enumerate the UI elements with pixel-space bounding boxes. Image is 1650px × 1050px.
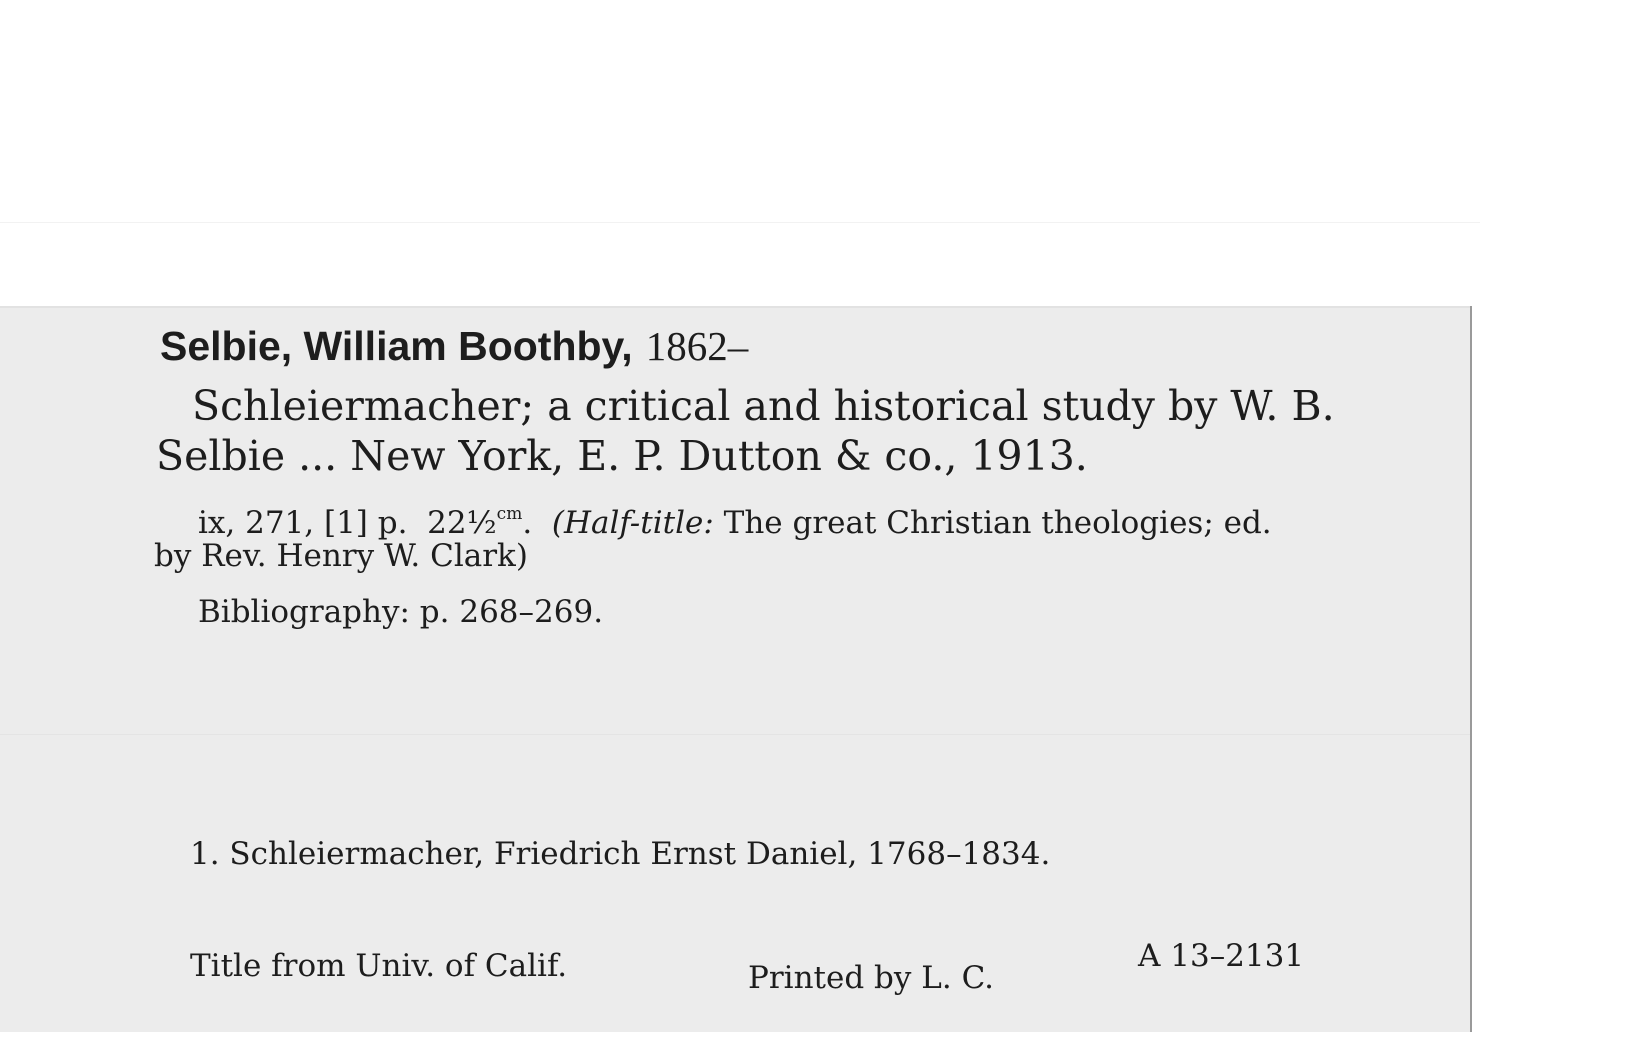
card-number: A 13–2131 [1138,938,1305,974]
author-heading [160,322,748,370]
collation-line-1: ix, 271, [1] p. 22½$^{cm}$. (Half-title: The great Christian theologies; ed. [198,504,1272,541]
collation-size: 22½ [427,505,497,541]
collation-size-unit: cm [496,504,523,524]
scan-edge-line [0,222,1480,223]
bibliography-note: Bibliography: p. 268–269. [198,594,604,630]
card-crease [0,734,1470,735]
title-line-2: Selbie ... New York, E. P. Dutton & co., 1913. [156,432,1088,480]
author-name: Selbie, William Boothby, [160,323,633,369]
subject-heading: 1. Schleiermacher, Friedrich Ernst Daniel, 1768–1834. [190,836,1051,872]
printer-note: Printed by L. C. [748,960,995,996]
source-note: Title from Univ. of Calif. [190,948,568,984]
author-dates: 1862– [645,323,749,369]
title-line-1: Schleiermacher; a critical and historical study by W. B. [192,382,1335,430]
catalog-card [0,306,1472,1032]
series-label: (Half-title: [551,505,714,541]
collation-pages: ix, 271, [1] p. [198,505,408,541]
series-line-1: The great Christian theologies; ed. [723,505,1272,541]
series-line-2: by Rev. Henry W. Clark) [154,538,528,574]
